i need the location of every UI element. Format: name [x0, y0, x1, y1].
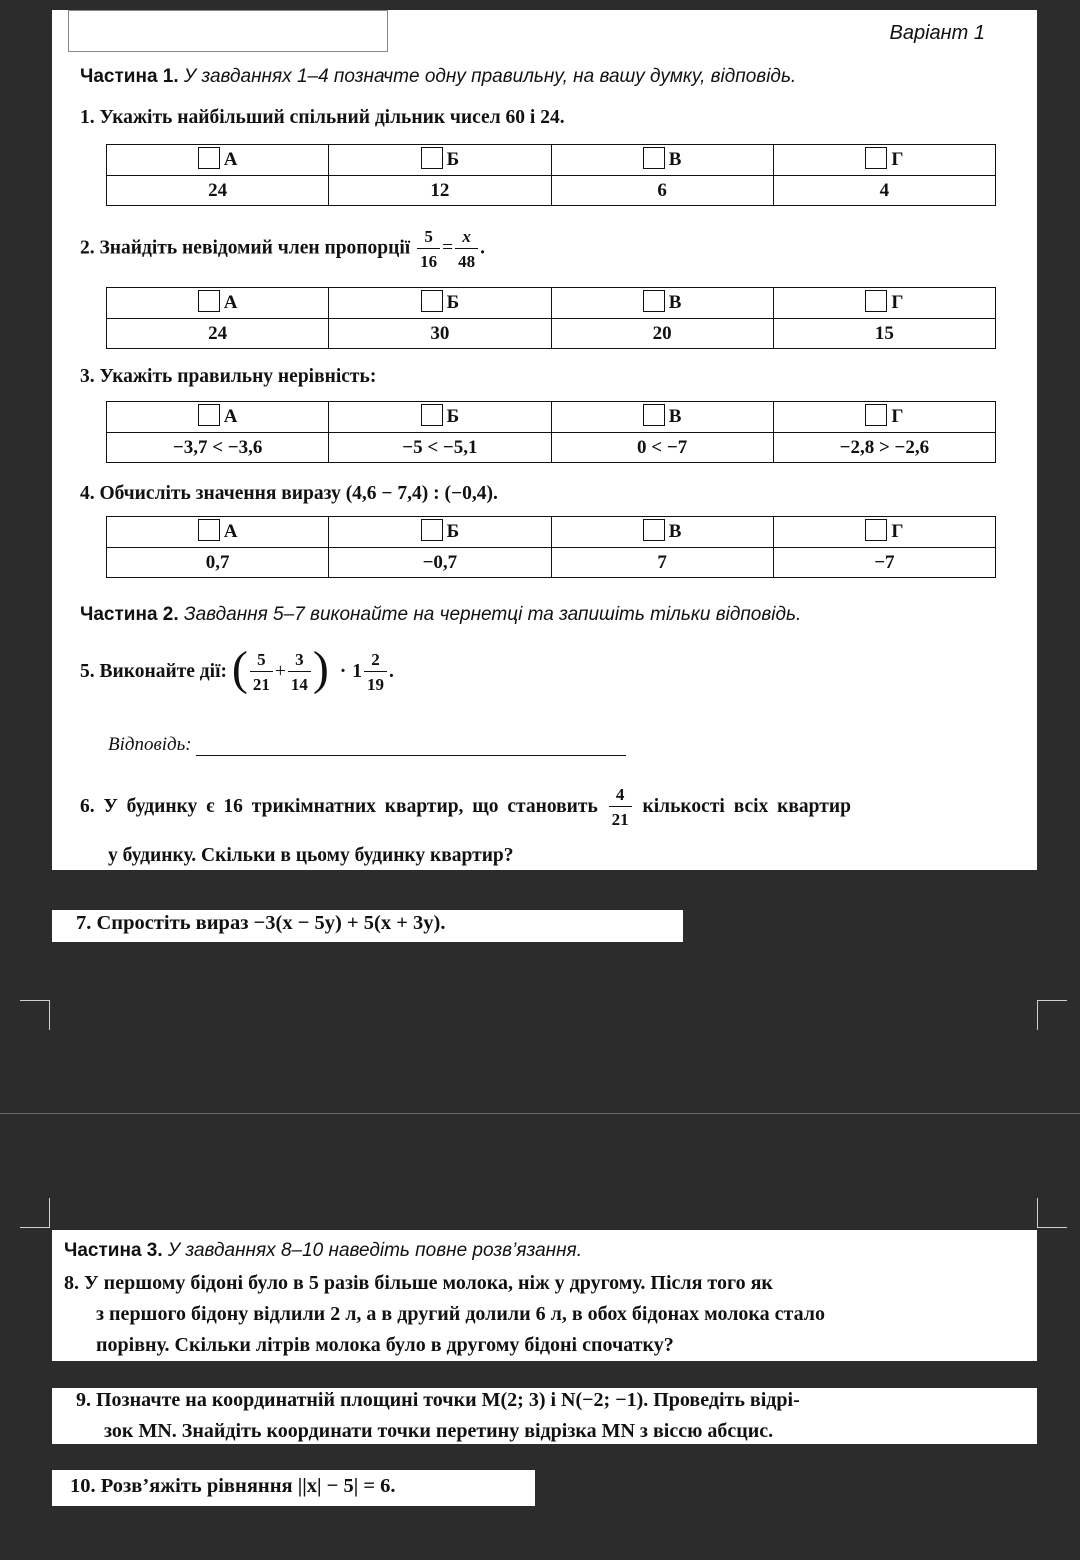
crop-corner — [1037, 1198, 1067, 1228]
q3-option-v[interactable]: В — [551, 402, 773, 433]
part1-title: Частина 1. — [80, 66, 179, 87]
checkbox[interactable] — [865, 290, 887, 312]
worksheet-page-2 — [52, 910, 683, 942]
crop-corner — [20, 1198, 50, 1228]
question-2: 2. Знайдіть невідомий член пропорції $\frac{5}{16}$ = $\frac{x}{48}$ . — [80, 227, 485, 271]
question-5: 5. Виконайте дії: ( $\frac{5}{21}$ + $\frac{3}{14}$ ) · 1 $\frac{2}{19}$ . — [80, 642, 394, 695]
checkbox[interactable] — [421, 519, 443, 541]
crop-corner — [1037, 1000, 1067, 1030]
checkbox[interactable] — [198, 147, 220, 169]
q4-answer-table — [106, 516, 996, 578]
checkbox[interactable] — [421, 290, 443, 312]
q1-option-g[interactable]: Г — [773, 145, 995, 176]
checkbox[interactable] — [421, 404, 443, 426]
checkbox[interactable] — [643, 519, 665, 541]
q2-value-v: 20 — [551, 319, 773, 349]
part1-instruction: У завданнях 1–4 позначте одну правильну, на вашу думку, відповідь. — [183, 66, 797, 87]
question-6: 6. У будинку є 16 трикімнатних квартир, що становить $\frac{4}{21}$ кількості всіх квартир — [80, 785, 851, 829]
q4-value-a: 0,7 — [107, 548, 329, 578]
q3-option-a[interactable]: А — [107, 402, 329, 433]
q1-option-a[interactable]: А — [107, 145, 329, 176]
q2-value-b: 30 — [329, 319, 551, 349]
q1-value-g: 4 — [773, 176, 995, 206]
q2-answer-table — [106, 287, 996, 349]
q4-option-b[interactable]: Б — [329, 517, 551, 548]
worksheet-page-5 — [52, 1470, 535, 1506]
checkbox[interactable] — [865, 519, 887, 541]
checkbox[interactable] — [643, 147, 665, 169]
page-divider — [0, 1113, 1080, 1114]
q3-answer-table — [106, 401, 996, 463]
question-6-line2: у будинку. Скільки в цьому будинку квартир? — [108, 845, 514, 866]
q3-value-g: −2,8 > −2,6 — [773, 433, 995, 463]
q1-option-v[interactable]: В — [551, 145, 773, 176]
q2-option-g[interactable]: Г — [773, 288, 995, 319]
name-field-box — [68, 10, 388, 52]
checkbox[interactable] — [198, 290, 220, 312]
checkbox[interactable] — [643, 290, 665, 312]
q2-option-v[interactable]: В — [551, 288, 773, 319]
q1-answer-table — [106, 144, 996, 206]
question-10: 10. Розв’яжіть рівняння ||x| − 5| = 6. — [70, 1475, 396, 1497]
q1-value-b: 12 — [329, 176, 551, 206]
answer-label: Відповідь: — [108, 734, 192, 755]
q4-value-v: 7 — [551, 548, 773, 578]
answer-line[interactable] — [196, 736, 626, 756]
part2-instruction: Завдання 5–7 виконайте на чернетці та запишіть тільки відповідь. — [183, 604, 802, 625]
q3-value-b: −5 < −5,1 — [329, 433, 551, 463]
part3-title: Частина 3. — [64, 1240, 163, 1261]
question-8-line2: з першого бідону відлили 2 л, а в другий долили 6 л, в обох бідонах молока стало — [96, 1303, 825, 1325]
part1-heading — [80, 66, 796, 88]
question-9-line2: зок MN. Знайдіть координати точки перетину відрізка MN з віссю абсцис. — [104, 1420, 774, 1442]
fraction: $\frac{5}{16}$ — [417, 228, 440, 270]
worksheet-page-1 — [52, 10, 1037, 870]
q2-option-b[interactable]: Б — [329, 288, 551, 319]
q4-value-g: −7 — [773, 548, 995, 578]
checkbox[interactable] — [643, 404, 665, 426]
q3-value-a: −3,7 < −3,6 — [107, 433, 329, 463]
checkbox[interactable] — [865, 404, 887, 426]
worksheet-page-3 — [52, 1230, 1037, 1361]
fraction: $\frac{x}{48}$ — [455, 228, 478, 270]
question-8-line1: 8. У першому бідоні було в 5 разів більше молока, ніж у другому. Після того як — [64, 1272, 773, 1294]
q4-option-g[interactable]: Г — [773, 517, 995, 548]
q4-option-v[interactable]: В — [551, 517, 773, 548]
q1-option-b[interactable]: Б — [329, 145, 551, 176]
answer-row — [108, 734, 626, 756]
part3-heading — [64, 1240, 582, 1262]
q2-value-a: 24 — [107, 319, 329, 349]
q2-value-g: 15 — [773, 319, 995, 349]
variant-label: Варіант 1 — [889, 22, 985, 44]
worksheet-page-4 — [52, 1388, 1037, 1444]
checkbox[interactable] — [865, 147, 887, 169]
q3-value-v: 0 < −7 — [551, 433, 773, 463]
part2-heading — [80, 604, 801, 626]
q1-value-v: 6 — [551, 176, 773, 206]
q3-option-b[interactable]: Б — [329, 402, 551, 433]
checkbox[interactable] — [421, 147, 443, 169]
question-3: 3. Укажіть правильну нерівність: — [80, 366, 377, 387]
q1-value-a: 24 — [107, 176, 329, 206]
question-8-line3: порівну. Скільки літрів молока було в другому бідоні спочатку? — [96, 1334, 674, 1356]
q4-value-b: −0,7 — [329, 548, 551, 578]
part2-title: Частина 2. — [80, 604, 179, 625]
question-7: 7. Спростіть вираз −3(x − 5y) + 5(x + 3y). — [76, 912, 446, 934]
checkbox[interactable] — [198, 404, 220, 426]
part3-instruction: У завданнях 8–10 наведіть повне розв’язання. — [167, 1240, 582, 1261]
checkbox[interactable] — [198, 519, 220, 541]
question-9-line1: 9. Позначте на координатній площині точки M(2; 3) і N(−2; −1). Проведіть відрі- — [76, 1389, 800, 1411]
q4-option-a[interactable]: А — [107, 517, 329, 548]
question-1: 1. Укажіть найбільший спільний дільник чисел 60 і 24. — [80, 107, 565, 128]
q3-option-g[interactable]: Г — [773, 402, 995, 433]
question-4: 4. Обчисліть значення виразу (4,6 − 7,4) : (−0,4). — [80, 483, 498, 504]
q2-option-a[interactable]: А — [107, 288, 329, 319]
crop-corner — [20, 1000, 50, 1030]
